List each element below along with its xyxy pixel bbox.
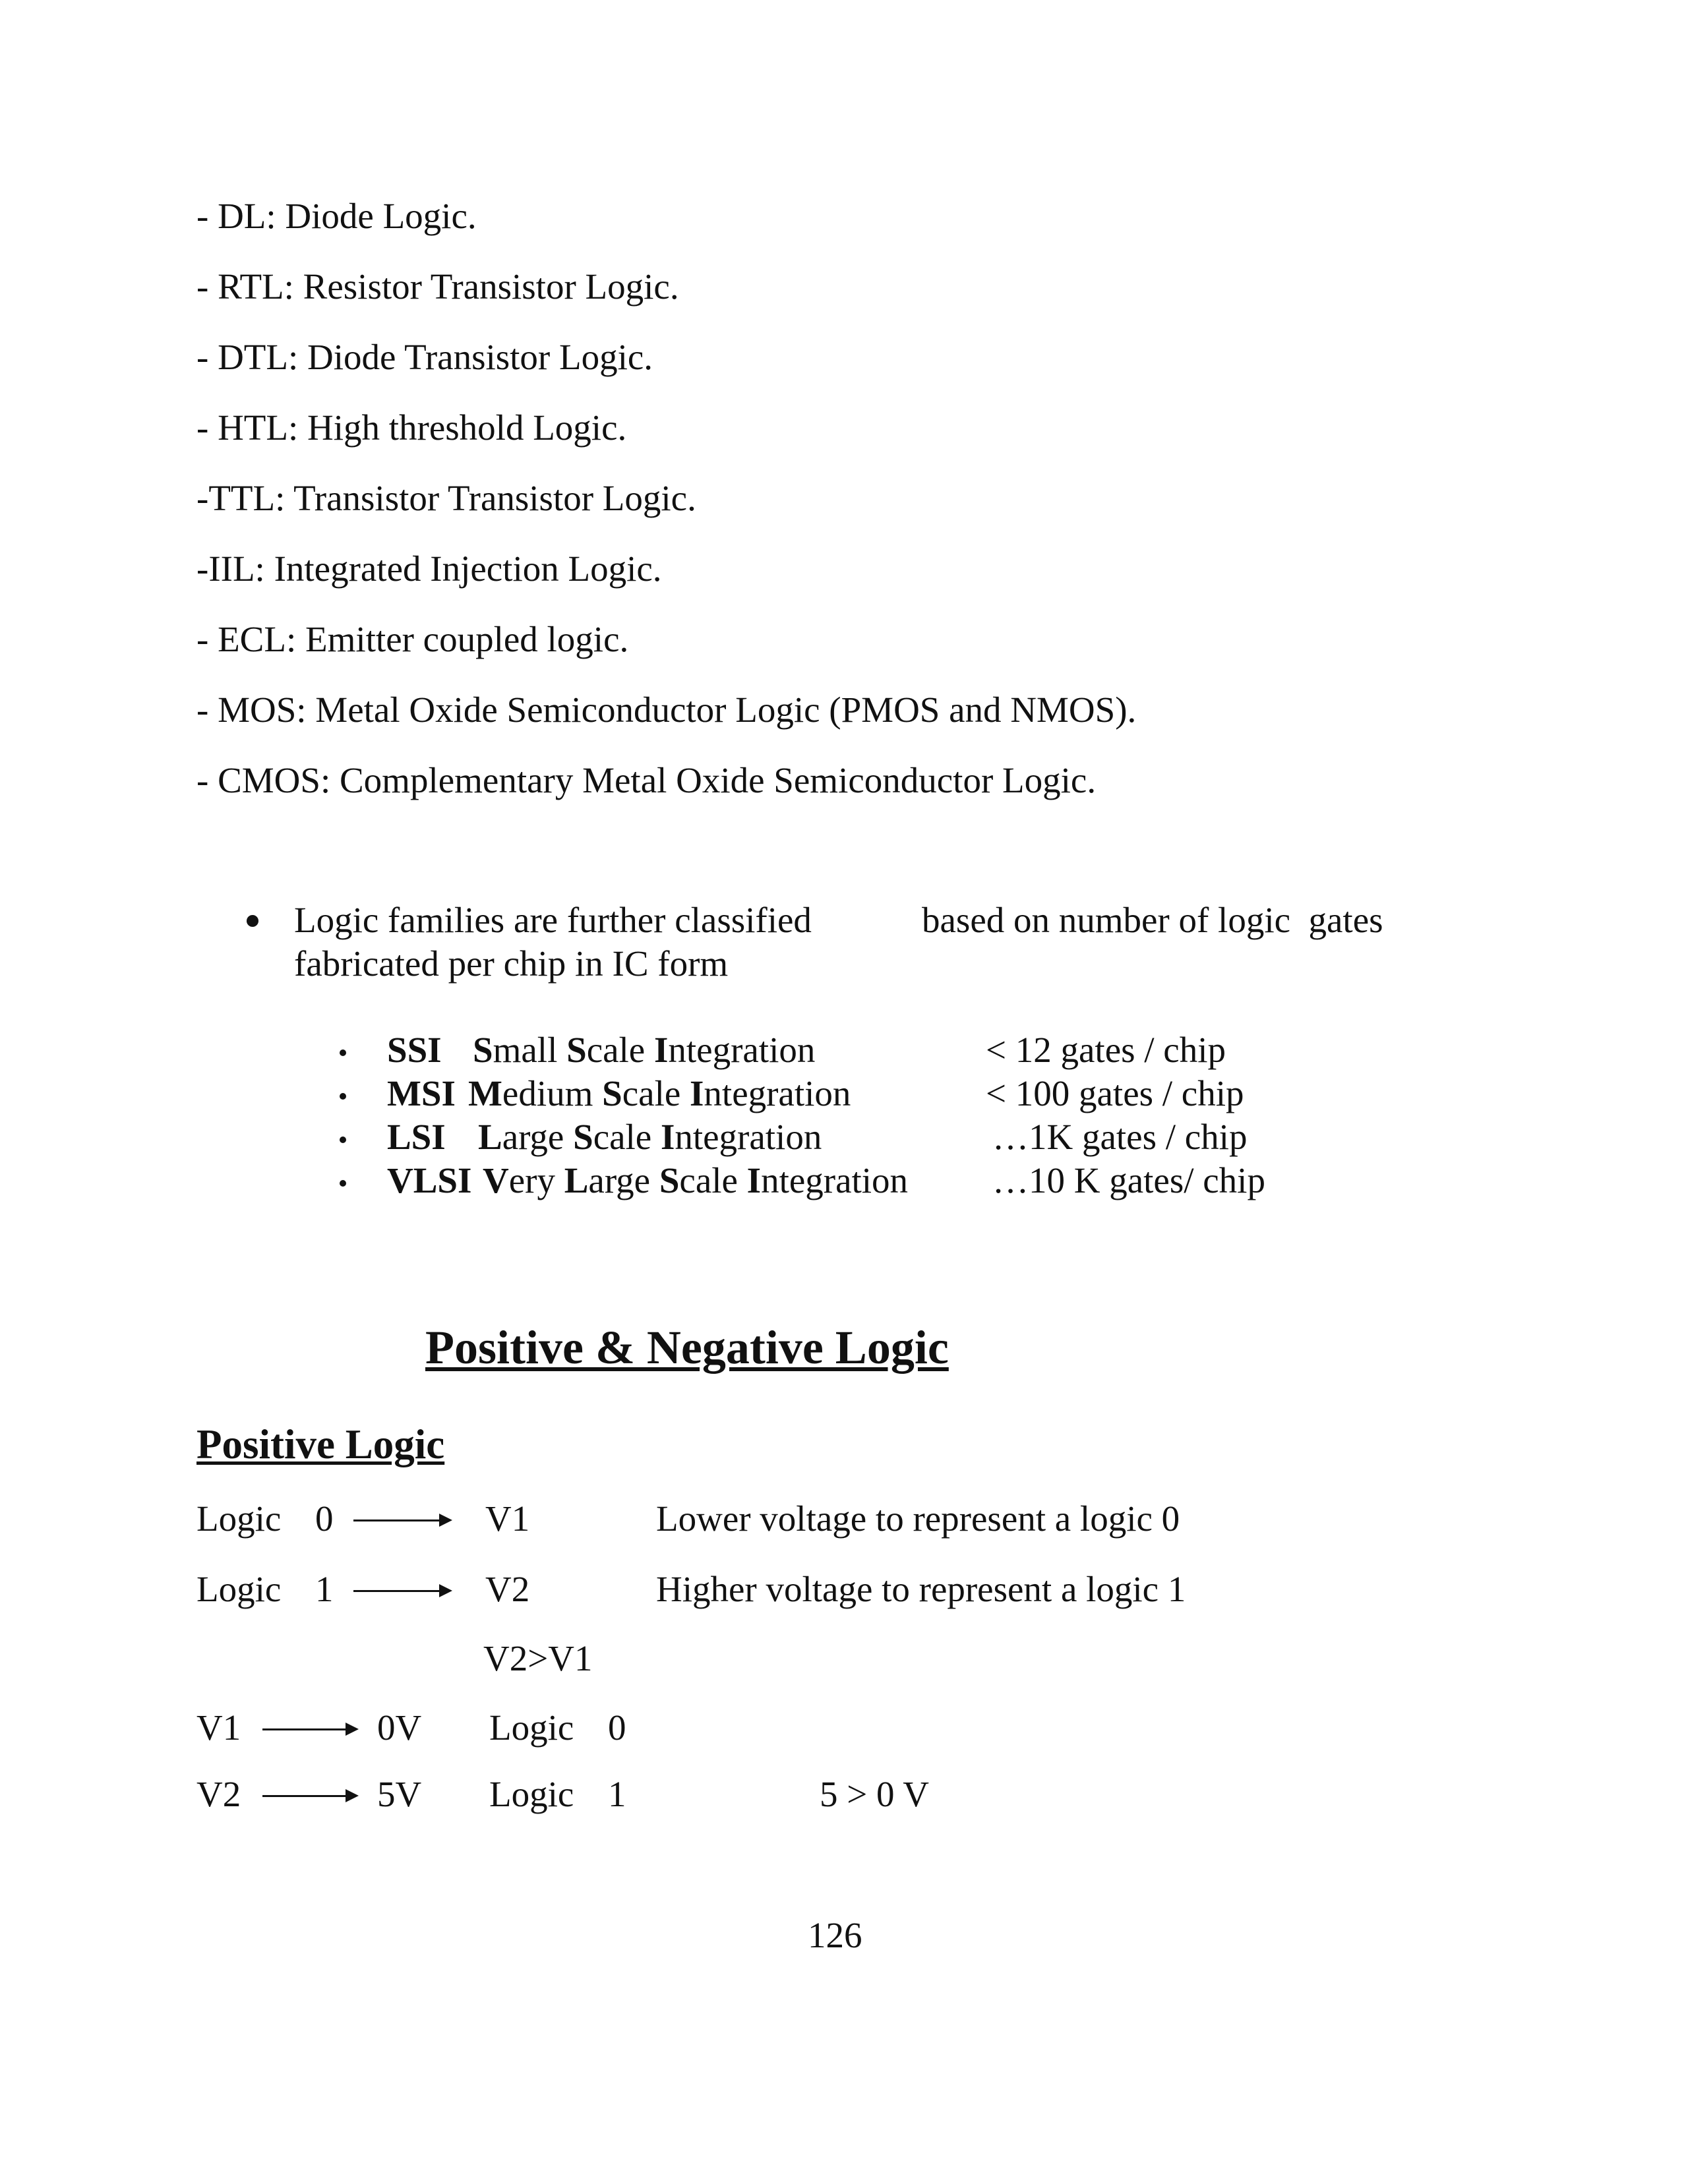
- classification-text-1a: Logic families are further classified: [294, 900, 812, 940]
- abbr: LSI: [387, 1117, 446, 1157]
- arrow-right-icon: [353, 1520, 450, 1521]
- voltage-from: V1: [196, 1707, 241, 1748]
- bullet-icon: [340, 1180, 346, 1187]
- level-name: Large Scale Integration: [478, 1117, 822, 1157]
- abbr: VLSI: [387, 1160, 472, 1200]
- voltage-from: V2: [196, 1774, 241, 1814]
- abbr: SSI: [387, 1030, 442, 1070]
- voltage-note: 5 > 0 V: [820, 1774, 929, 1814]
- bullet-icon: [247, 915, 258, 927]
- classification-text-1b: based on number of logic gates: [922, 900, 1383, 940]
- bullet-icon: [340, 1093, 346, 1100]
- gates-count: …1K gates / chip: [992, 1117, 1248, 1157]
- gates-count: …10 K gates/ chip: [992, 1160, 1265, 1200]
- list-item: - DL: Diode Logic.: [196, 196, 477, 236]
- list-item: -IIL: Integrated Injection Logic.: [196, 548, 662, 589]
- list-item: - MOS: Metal Oxide Semiconductor Logic (PMOS and NMOS).: [196, 690, 1137, 730]
- voltage-to: 5V: [377, 1774, 422, 1814]
- list-item: - RTL: Resistor Transistor Logic.: [196, 266, 679, 307]
- voltage-relation: V2>V1: [483, 1638, 593, 1678]
- logic-label: Logic: [196, 1498, 282, 1539]
- description: Lower voltage to represent a logic 0: [656, 1498, 1180, 1539]
- logic-label: Logic: [489, 1707, 574, 1748]
- voltage-target: V2: [485, 1569, 530, 1609]
- arrow-right-icon: [262, 1795, 356, 1797]
- logic-label: Logic: [489, 1774, 574, 1814]
- logic-value: 0: [608, 1707, 626, 1748]
- list-item: - HTL: High threshold Logic.: [196, 407, 627, 448]
- page-number: 126: [808, 1915, 862, 1955]
- list-item: - CMOS: Complementary Metal Oxide Semiconductor Logic.: [196, 760, 1097, 800]
- description: Higher voltage to represent a logic 1: [656, 1569, 1186, 1609]
- classification-text-2: fabricated per chip in IC form: [294, 943, 729, 984]
- section-title: Positive & Negative Logic: [425, 1321, 949, 1374]
- subsection-title: Positive Logic: [196, 1421, 445, 1467]
- list-item: - DTL: Diode Transistor Logic.: [196, 337, 653, 377]
- voltage-to: 0V: [377, 1707, 422, 1748]
- list-item: - ECL: Emitter coupled logic.: [196, 619, 629, 659]
- arrow-right-icon: [353, 1590, 450, 1592]
- level-name: Very Large Scale Integration: [483, 1160, 909, 1200]
- level-name: Small Scale Integration: [473, 1030, 816, 1070]
- abbr: MSI: [387, 1073, 456, 1113]
- logic-value: 0: [315, 1498, 334, 1539]
- bullet-icon: [340, 1136, 346, 1143]
- logic-value: 1: [315, 1569, 334, 1609]
- gates-count: < 100 gates / chip: [986, 1073, 1244, 1113]
- logic-value: 1: [608, 1774, 626, 1814]
- bullet-icon: [340, 1049, 346, 1056]
- gates-count: < 12 gates / chip: [986, 1030, 1226, 1070]
- arrow-right-icon: [262, 1728, 356, 1730]
- list-item: -TTL: Transistor Transistor Logic.: [196, 478, 696, 518]
- voltage-target: V1: [485, 1498, 530, 1539]
- level-name: Medium Scale Integration: [468, 1073, 851, 1113]
- logic-label: Logic: [196, 1569, 282, 1609]
